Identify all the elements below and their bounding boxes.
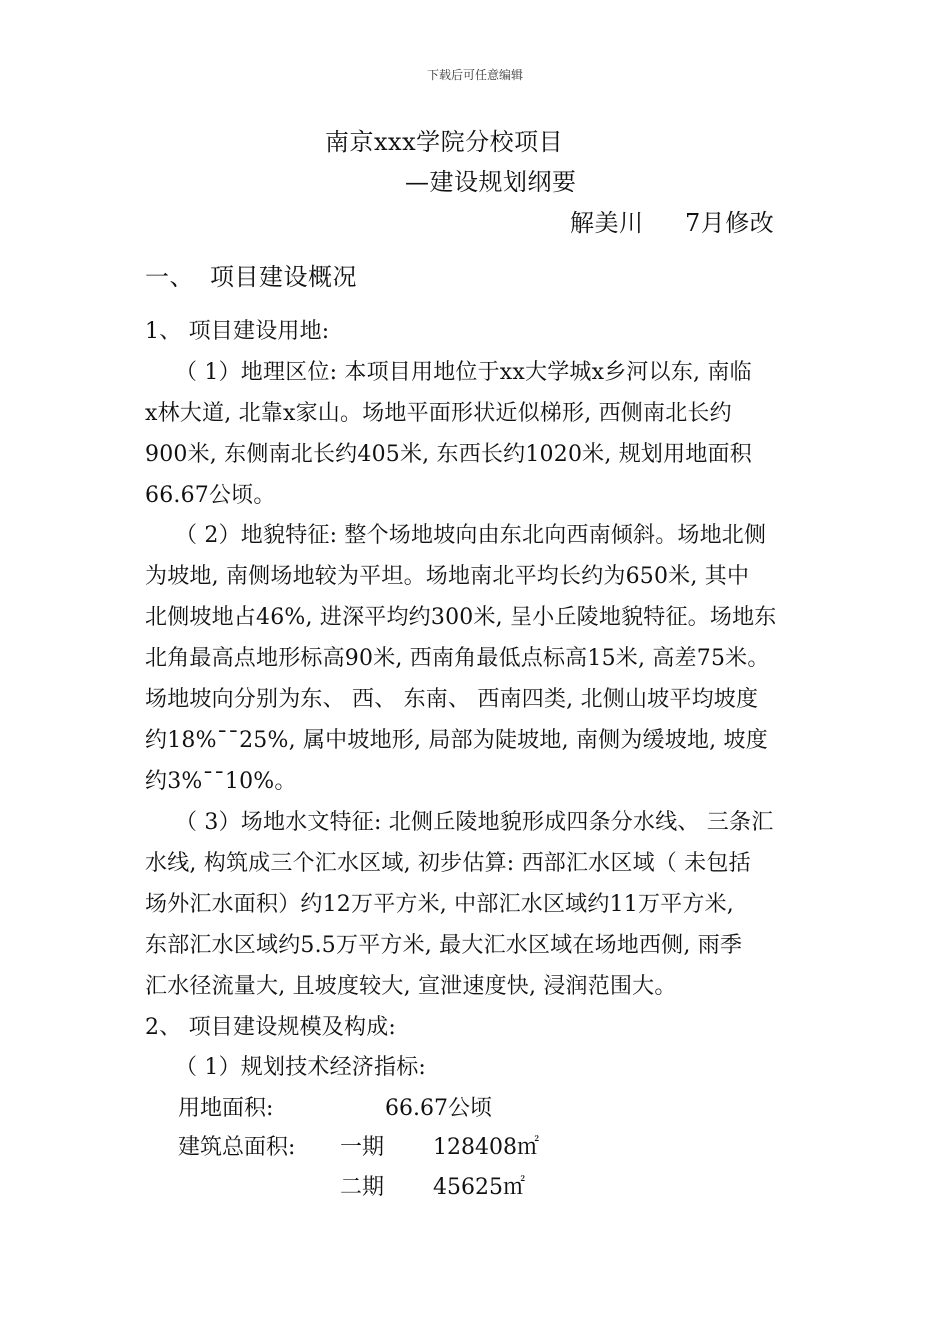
- subsection-heading-land: 1、 项目建设用地:: [145, 319, 330, 344]
- item-heading-indicators: （ 1）规划技术经济指标:: [175, 1055, 427, 1080]
- building-area-label: 建筑总面积:: [178, 1135, 296, 1160]
- document-title: 南京xxx学院分校项目: [325, 128, 564, 156]
- phase2-label: 二期: [340, 1175, 385, 1200]
- author-name: 解美川: [570, 209, 644, 237]
- paragraph-line: 900米, 东侧南北长约405米, 东西长约1020米, 规划用地面积: [145, 442, 752, 467]
- paragraph-line: 约18%¯¯25%, 属中坡地形, 局部为陡坡地, 南侧为缓坡地, 坡度: [145, 728, 768, 753]
- paragraph-line: 场地坡向分别为东、 西、 东南、 西南四类, 北侧山坡平均坡度: [145, 687, 759, 712]
- paragraph-line: x林大道, 北靠x家山。场地平面形状近似梯形, 西侧南北长约: [145, 401, 732, 426]
- download-note: 下载后可任意编辑: [426, 68, 523, 82]
- phase1-value: 128408㎡: [433, 1135, 539, 1160]
- paragraph-line: 汇水径流量大, 且坡度较大, 宣泄速度快, 浸润范围大。: [145, 974, 677, 999]
- paragraph-line: 为坡地, 南侧场地较为平坦。场地南北平均长约为650米, 其中: [145, 564, 750, 589]
- paragraph-line: 约3%¯¯10%。: [145, 769, 297, 794]
- revision-date: 7月修改: [685, 209, 775, 237]
- paragraph-line: 66.67公顷。: [145, 483, 276, 508]
- section-number: 一、: [145, 263, 194, 291]
- paragraph-line: （ 2）地貌特征: 整个场地坡向由东北向西南倾斜。场地北侧: [175, 523, 767, 548]
- document-subtitle: —建设规划纲要: [405, 168, 577, 196]
- paragraph-line: （ 1）地理区位: 本项目用地位于xx大学城x乡河以东, 南临: [175, 360, 752, 385]
- section-heading: 项目建设概况: [210, 263, 357, 291]
- paragraph-line: （ 3）场地水文特征: 北侧丘陵地貌形成四条分水线、 三条汇: [175, 810, 774, 835]
- land-area-value: 66.67公顷: [385, 1096, 492, 1121]
- subsection-heading-scale: 2、 项目建设规模及构成:: [145, 1015, 397, 1040]
- paragraph-line: 东部汇水区域约5.5万平方米, 最大汇水区域在场地西侧, 雨季: [145, 933, 743, 958]
- land-area-label: 用地面积:: [178, 1096, 274, 1121]
- paragraph-line: 水线, 构筑成三个汇水区域, 初步估算: 西部汇水区域（ 未包括: [145, 851, 751, 876]
- phase1-label: 一期: [340, 1135, 385, 1160]
- phase2-value: 45625㎡: [433, 1175, 525, 1200]
- paragraph-line: 北角最高点地形标高90米, 西南角最低点标高15米, 高差75米。: [145, 646, 770, 671]
- paragraph-line: 场外汇水面积）约12万平方米, 中部汇水区域约11万平方米,: [145, 892, 734, 917]
- paragraph-line: 北侧坡地占46%, 进深平均约300米, 呈小丘陵地貌特征。场地东: [145, 605, 777, 630]
